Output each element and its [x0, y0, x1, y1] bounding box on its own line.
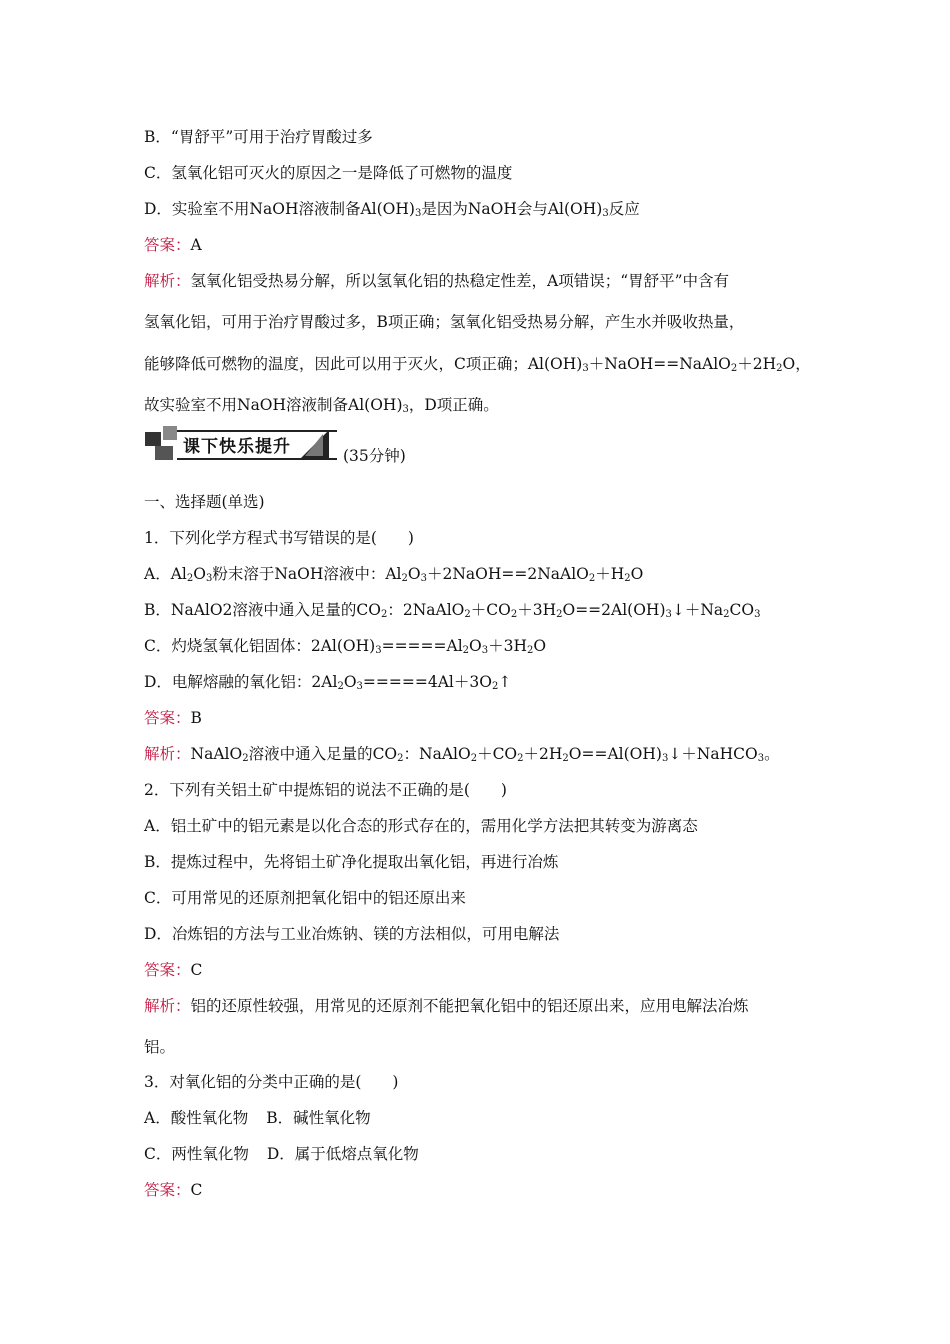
q3-option-b: B．碱性氧化物 — [266, 1109, 371, 1127]
q3-answer: 答案：C — [144, 1181, 203, 1199]
q1-option-a: A．$Al_2O_3$粉末溶于NaOH溶液中：$Al_2O_3+2NaOH==2NaAlO_2+H_2O$ — [144, 565, 644, 584]
prev-option-d: D．实验室不用NaOH溶液制备$Al(OH)_3$是因为NaOH会与$Al(OH)_3$反应 — [144, 200, 640, 219]
q2-analysis-line-1: 解析：铝的还原性较强，用常见的还原剂不能把氧化铝中的铝还原出来，应用电解法冶炼 — [144, 997, 749, 1015]
q1-option-b: B．NaAlO2溶液中通入足量的$CO_2$：$2NaAlO_2+CO_2+3H_2O==2Al(OH)_3↓+Na_2CO_3$ — [144, 601, 761, 620]
prev-analysis-line-4: 故实验室不用NaOH溶液制备$Al(OH)_3$，D项正确。 — [144, 396, 499, 415]
q3-options-cd — [144, 1144, 419, 1164]
prev-option-c: C．氢氧化铝可灭火的原因之一是降低了可燃物的温度 — [144, 164, 513, 182]
prev-analysis-line-2: 氢氧化铝，可用于治疗胃酸过多，B项正确；氢氧化铝受热易分解，产生水并吸收热量， — [144, 313, 745, 331]
q2-option-b: B．提炼过程中，先将铝土矿净化提取出氧化铝，再进行冶炼 — [144, 853, 559, 871]
prev-analysis-line-1: 解析：氢氧化铝受热易分解，所以氢氧化铝的热稳定性差，A项错误；“胃舒平”中含有 — [144, 272, 730, 290]
q2-option-c: C．可用常见的还原剂把氧化铝中的铝还原出来 — [144, 889, 466, 907]
analysis-label: 解析： — [144, 272, 191, 290]
q2-analysis-line-2: 铝。 — [144, 1038, 176, 1056]
q3-stem: 3．对氧化铝的分类中正确的是( ) — [144, 1073, 399, 1091]
q1-analysis: 解析：NaAlO$_2$溶液中通入足量的$CO_2$：$NaAlO_2+CO_2+2H_2O==Al(OH)_3↓+NaHCO_3$。 — [144, 745, 780, 764]
answer-label: 答案： — [144, 709, 191, 727]
q1-answer: 答案：B — [144, 709, 202, 727]
q2-answer: 答案：C — [144, 961, 203, 979]
prev-answer: 答案：A — [144, 236, 202, 254]
banner-square-icon — [145, 432, 161, 446]
q3-option-a: A．酸性氧化物 — [144, 1109, 249, 1127]
section-title: 课下快乐提升 — [183, 437, 291, 457]
banner-triangle-icon — [295, 430, 329, 460]
banner-square-icon — [155, 446, 173, 460]
q1-stem: 1．下列化学方程式书写错误的是( ) — [144, 529, 414, 547]
answer-label: 答案： — [144, 961, 191, 979]
banner-square-icon — [163, 426, 177, 440]
section-duration: (35分钟) — [343, 447, 406, 465]
prev-option-b: B．“胃舒平”可用于治疗胃酸过多 — [144, 128, 373, 146]
section-banner — [145, 424, 345, 464]
answer-label: 答案： — [144, 1181, 191, 1199]
q2-stem: 2．下列有关铝土矿中提炼铝的说法不正确的是( ) — [144, 781, 507, 799]
analysis-label: 解析： — [144, 745, 191, 763]
section-heading: 一、选择题(单选) — [144, 493, 265, 511]
q2-option-a: A．铝土矿中的铝元素是以化合态的形式存在的，需用化学方法把其转变为游离态 — [144, 817, 698, 835]
q2-option-d: D．冶炼铝的方法与工业冶炼钠、镁的方法相似，可用电解法 — [144, 925, 560, 943]
answer-label: 答案： — [144, 236, 191, 254]
q3-options-ab — [144, 1108, 371, 1128]
q3-option-c: C．两性氧化物 — [144, 1145, 249, 1163]
prev-analysis-line-3: 能够降低可燃物的温度，因此可以用于灭火，C项正确；$Al(OH)_3+NaOH==NaAlO_2+2H_2O$， — [144, 355, 811, 374]
q1-option-c: C．灼烧氢氧化铝固体：$2Al(OH)_3=====Al_2O_3+3H_2O$ — [144, 637, 547, 656]
q3-option-d: D．属于低熔点氧化物 — [266, 1145, 419, 1163]
q1-option-d: D．电解熔融的氧化铝：$2Al_2O_3=====4Al+3O_2↑$ — [144, 673, 512, 692]
analysis-label: 解析： — [144, 997, 191, 1015]
